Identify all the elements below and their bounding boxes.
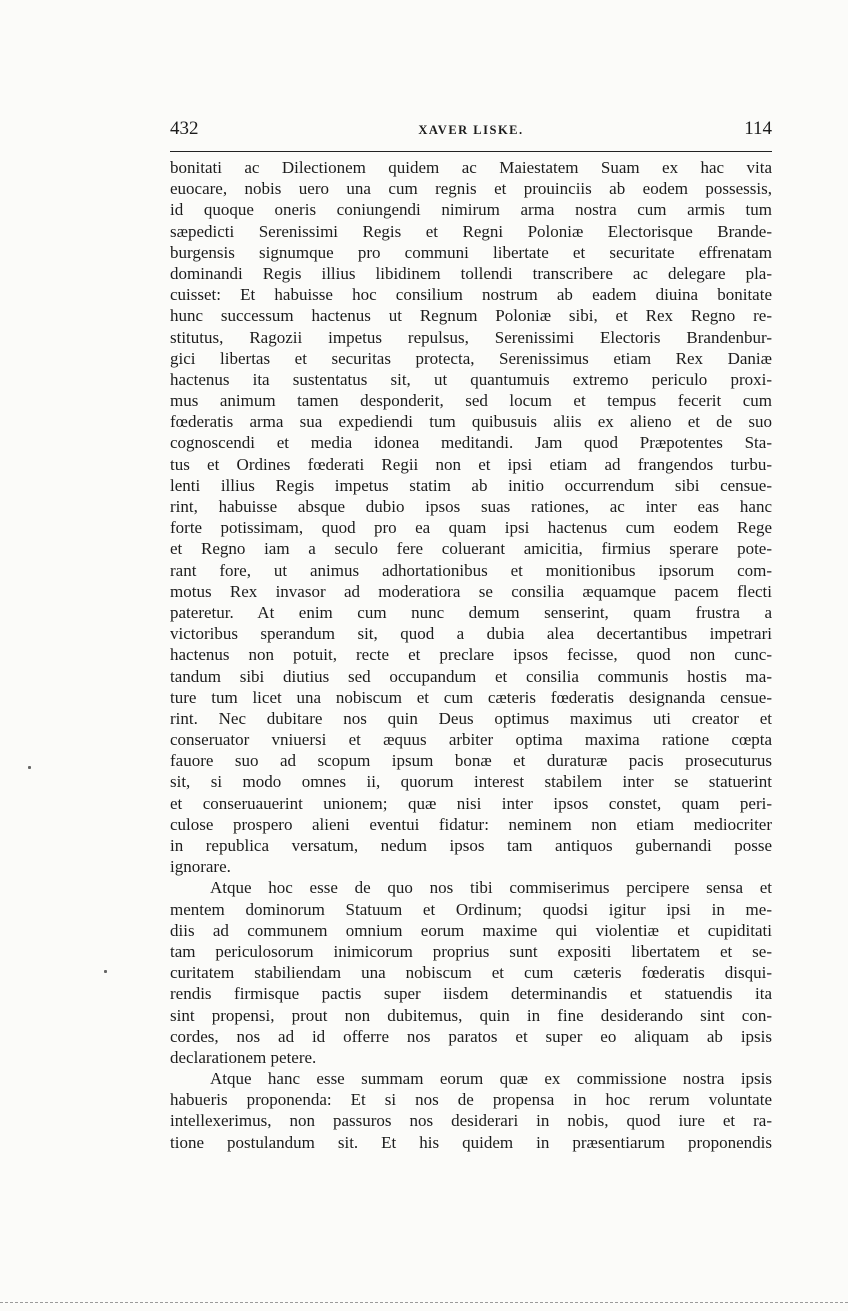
text-line: sint propensi, prout non dubitemus, quin in fine desiderando sint con-: [170, 1005, 772, 1025]
text-line: forte potissimam, quod pro ea quam ipsi hactenus cum eodem Rege: [170, 518, 772, 538]
text-line: tandum sibi diutius sed occupandum et consilia communis hostis ma-: [170, 666, 772, 686]
text-line: tam periculosorum inimicorum proprius sunt expositi libertatem et se-: [170, 941, 772, 961]
text-line: tione postulandum sit. Et his quidem in præsentiarum proponendis: [170, 1132, 772, 1152]
running-header: [170, 118, 772, 146]
text-line: et Regno iam a seculo fere coluerant amicitia, firmius sperare pote-: [170, 539, 772, 559]
text-line: sæpedicti Serenissimi Regis et Regni Poloniæ Electorisque Brande-: [170, 221, 772, 241]
text-line: Atque hoc esse de quo nos tibi commiserimus percipere sensa et: [210, 878, 772, 898]
text-line: hactenus non potuit, recte et preclare ipsos fecisse, quod non cunc-: [170, 645, 772, 665]
text-line: sit, si modo omnes ii, quorum interest stabilem inter se statuerint: [170, 772, 772, 792]
text-line: declarationem petere.: [170, 1047, 317, 1067]
text-line: et conseruauerint unionem; quæ nisi inter ipsos constet, quam peri-: [170, 793, 772, 813]
text-line: cuisset: Et habuisse hoc consilium nostrum ab eadem diuina bonitate: [170, 285, 772, 305]
text-line: hactenus ita sustentatus sit, ut quantumuis extremo periculo proxi-: [170, 369, 772, 389]
header-rule: [170, 151, 772, 152]
text-line: bonitati ac Dilectionem quidem ac Maiestatem Suam ex hac vita: [170, 158, 772, 177]
text-line: victoribus sperandum sit, quod a dubia alea decertantibus impetrari: [170, 624, 772, 644]
text-line: tus et Ordines fœderati Regii non et ipsi etiam ad frangendos turbu-: [170, 454, 772, 474]
running-title: XAVER LISKE.: [418, 123, 524, 137]
text-line: fœderatis arma sua expediendi tum quibusuis aliis ex alieno et de suo: [170, 412, 772, 432]
text-line: stitutus, Ragozii impetus repulsus, Serenissimi Electoris Brandenbur-: [170, 327, 772, 347]
text-line: mus animum tamen desponderit, sed locum et tempus fecerit cum: [170, 391, 772, 411]
text-line: conseruator vniuersi et æquus arbiter optima maxima ratione cœpta: [170, 730, 772, 750]
text-line: diis ad communem omnium eorum maxime qui violentiæ et cupiditati: [170, 920, 772, 940]
text-line: rint. Nec dubitare nos quin Deus optimus maximus uti creator et: [170, 708, 772, 728]
text-line: fauore suo ad scopum ipsum bonæ et duraturæ pacis prosecuturus: [170, 751, 772, 771]
text-line: mentem dominorum Statuum et Ordinum; quodsi igitur ipsi in me-: [170, 899, 772, 919]
text-line: lenti illius Regis impetus statim ab initio occurrendum sibi censue-: [170, 475, 772, 495]
text-line: euocare, nobis uero una cum regnis et prouinciis ab eodem possessis,: [170, 179, 772, 199]
text-line: ignorare.: [170, 857, 231, 877]
page-bottom-edge: [0, 1302, 848, 1303]
text-line: id quoque oneris coniungendi nimirum arma nostra cum armis tum: [170, 200, 772, 220]
text-line: rant fore, ut animus adhortationibus et monitionibus ipsorum com-: [170, 560, 772, 580]
text-line: ture tum licet una nobiscum et cum cæteris fœderatis designanda censue-: [170, 687, 772, 707]
text-line: Atque hanc esse summam eorum quæ ex commissione nostra ipsis: [210, 1069, 772, 1089]
page-number: 432: [170, 118, 199, 139]
body-text: [170, 157, 772, 1153]
text-line: gici libertas et securitas protecta, Serenissimus etiam Rex Daniæ: [170, 348, 772, 368]
text-line: habueris proponenda: Et si nos de propensa in hoc rerum voluntate: [170, 1090, 772, 1110]
text-line: cordes, nos ad id offerre nos paratos et super eo aliquam ab ipsis: [170, 1026, 772, 1046]
margin-speck: [28, 766, 31, 769]
text-line: in republica versatum, nedum ipsos tam antiquos gubernandi posse: [170, 836, 772, 855]
section-number: 114: [744, 118, 772, 139]
text-line: pateretur. At enim cum nunc demum senserint, quam frustra a: [170, 602, 772, 622]
text-line: cognoscendi et media idonea meditandi. Jam quod Præpotentes Sta-: [170, 433, 772, 453]
text-line: rint, habuisse absque dubio ipsos suas rationes, ac inter eas hanc: [170, 497, 772, 516]
text-line: motus Rex invasor ad moderatiora se consilia æquamque pacem flecti: [170, 581, 772, 601]
text-line: dominandi Regis illius libidinem tollendi transcribere ac delegare pla-: [170, 263, 772, 283]
text-line: culose prospero alieni eventui fidatur: neminem non etiam mediocriter: [170, 814, 772, 834]
margin-speck: [104, 970, 107, 973]
text-line: hunc successum hactenus ut Regnum Poloniæ sibi, et Rex Regno re-: [170, 306, 772, 326]
text-line: curitatem stabiliendam una nobiscum et cum cæteris fœderatis disqui-: [170, 963, 772, 983]
text-line: rendis firmisque pactis super iisdem determinandis et statuendis ita: [170, 984, 772, 1004]
text-line: burgensis signumque pro communi libertate et securitate effrenatam: [170, 242, 772, 262]
text-line: intellexerimus, non passuros nos desiderari in nobis, quod iure et ra-: [170, 1111, 772, 1131]
